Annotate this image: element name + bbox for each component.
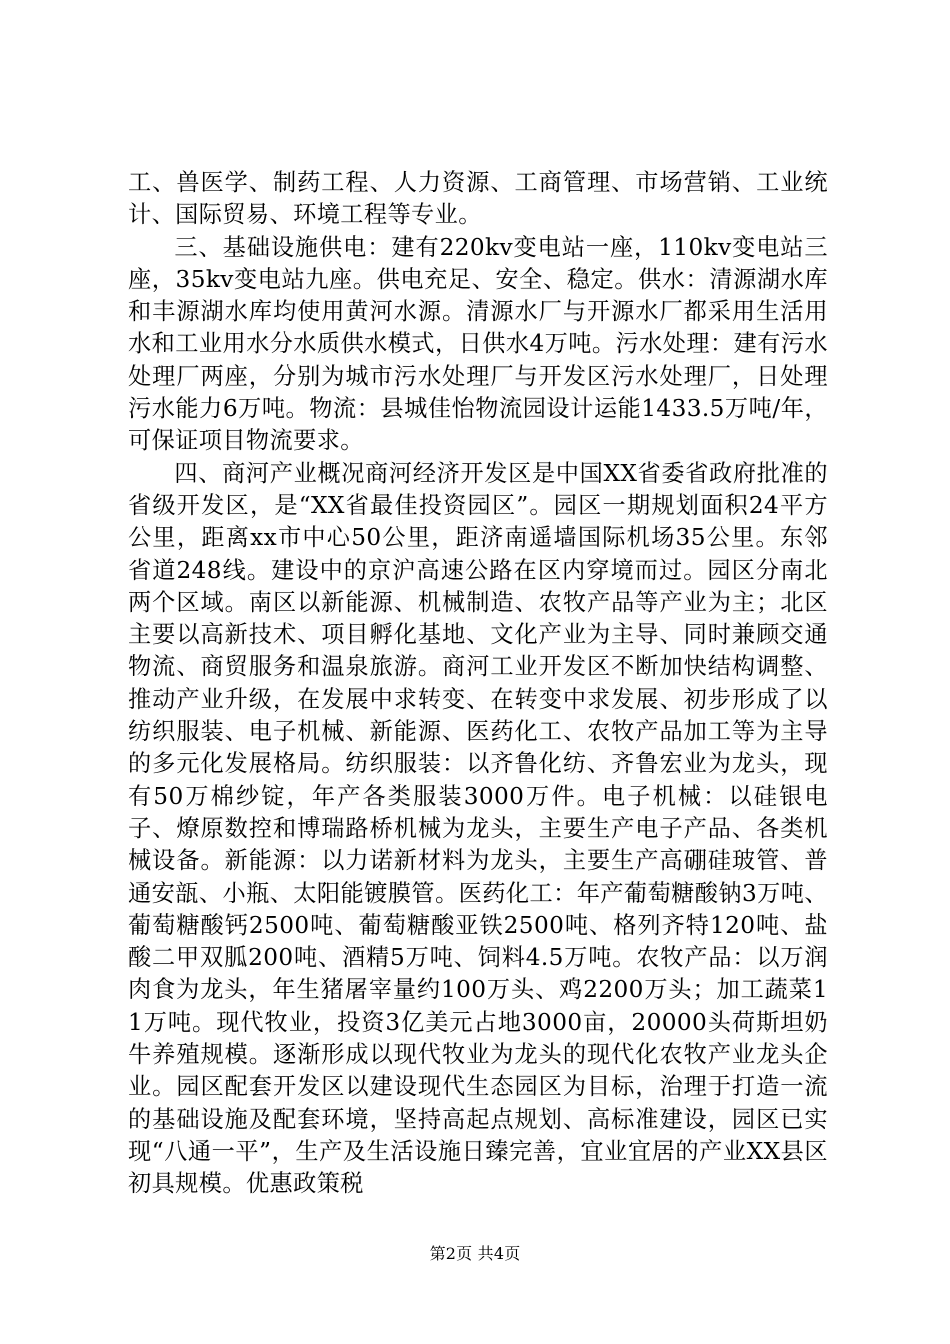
paragraph-industry-overview: 四、商河产业概况商河经济开发区是中国XX省委省政府批准的省级开发区，是“XX省最佳投资园区”。园区一期规划面积24平方公里，距离xx市中心50公里，距济南遥墙国际机场35公里。东邻省道248线。建设中的京沪高速公路在区内穿境而过。园区分南北两个区域。南区以新能源、机械制造、农牧产品等产业为主；北区主要以高新技术、项目孵化基地、文化产业为主导、同时兼顾交通物流、商贸服务和温泉旅游。商河工业开发区不断加快结构调整、推动产业升级，在发展中求转变、在转变中求发展、初步形成了以纺织服装、电子机械、新能源、医药化工、农牧产品加工等为主导的多元化发展格局。纺织服装：以齐鲁化纺、齐鲁宏业为龙头，现有50万棉纱锭，年产各类服装3000万件。电子机械：以硅银电子、燎原数控和博瑞路桥机械为龙头，主要生产电子产品、各类机械设备。新能源：以力诺新材料为龙头，主要生产高硼硅玻管、普通安瓿、小瓶、太阳能镀膜管。医药化工：年产葡萄糖酸钠3万吨、葡萄糖酸钙2500吨、葡萄糖酸亚铁2500吨、格列齐特120吨、盐酸二甲双胍200吨、酒精5万吨、饲料4.5万吨。农牧产品：以万润肉食为龙头，年生猪屠宰量约100万头、鸡2200万头；加工蔬菜11万吨。现代牧业，投资3亿美元占地3000亩，20000头荷斯坦奶牛养殖规模。逐渐形成以现代牧业为龙头的现代化农牧产业龙头企业。园区配套开发区以建设现代生态园区为目标，治理于打造一流的基础设施及配套环境，坚持高起点规划、高标准建设，园区已实现“八通一平”，生产及生活设施日臻完善，宜业宜居的产业XX县区初具规模。优惠政策税 bbox=[128, 459, 828, 1198]
document-body bbox=[128, 167, 828, 1201]
page-number-footer: 第2页 共4页 bbox=[429, 1244, 521, 1263]
paragraph-continuation: 工、兽医学、制药工程、人力资源、工商管理、市场营销、工业统计、国际贸易、环境工程等专业。 bbox=[128, 169, 828, 229]
paragraph-infrastructure: 三、基础设施供电：建有220kv变电站一座，110kv变电站三座，35kv变电站九座。供电充足、安全、稳定。供水：清源湖水库和丰源湖水库均使用黄河水源。清源水厂与开源水厂都采用生活用水和工业用水分水质供水模式，日供水4万吨。污水处理：建有污水处理厂两座，分别为城市污水处理厂与开发区污水处理厂，日处理污水能力6万吨。物流：县城佳怡物流园设计运能1433.5万吨/年，可保证项目物流要求。 bbox=[128, 233, 828, 455]
